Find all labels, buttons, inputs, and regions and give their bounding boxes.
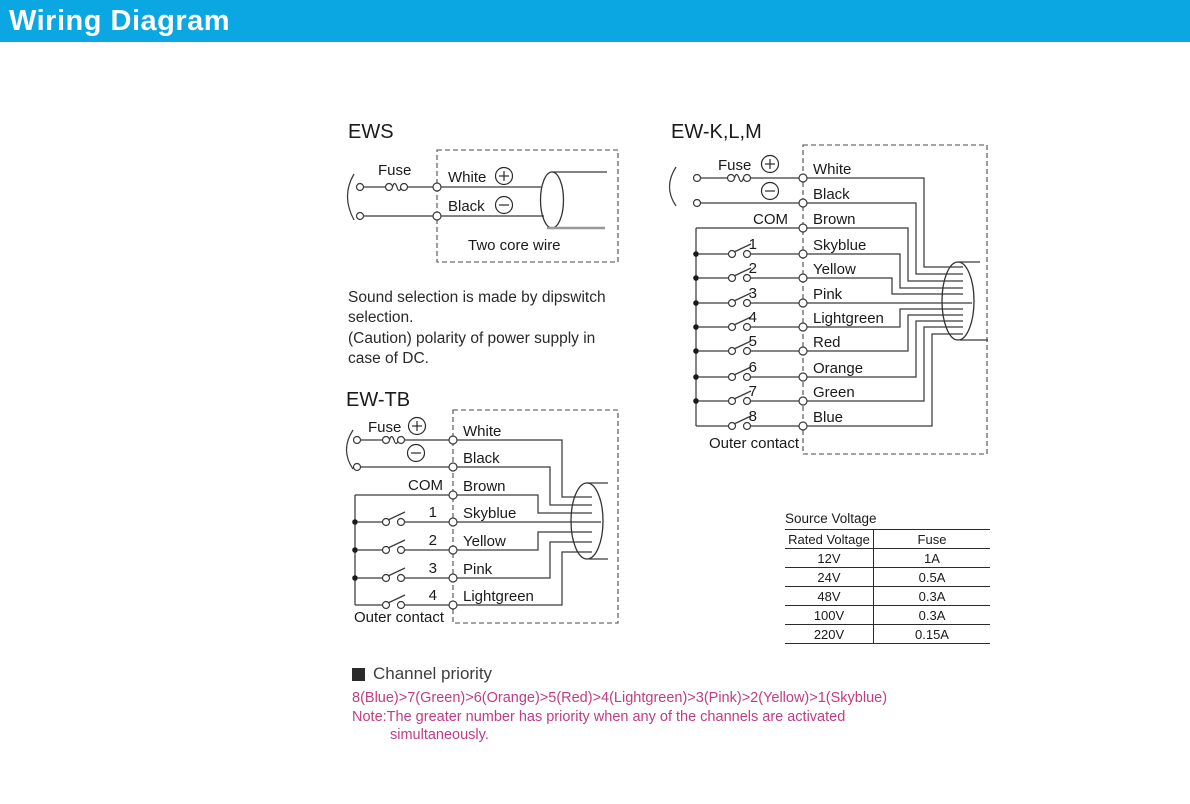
- channel-priority-section: [352, 664, 912, 745]
- ew-tb-fuse-circuit: [347, 418, 454, 471]
- ew-tb-fuse-label: Fuse: [368, 419, 402, 436]
- channel-number: 4: [428, 587, 437, 604]
- note-line: (Caution) polarity of power supply in: [348, 329, 596, 347]
- wire-color-label: Green: [813, 384, 855, 401]
- fuse-cell: 1A: [874, 549, 991, 568]
- fuse-cell: 0.3A: [874, 606, 991, 625]
- rated-voltage-cell: 48V: [785, 587, 874, 606]
- ew-klm-switch-row-3: [693, 285, 799, 307]
- channel-priority-heading-text: Channel priority: [373, 664, 493, 683]
- ew-klm-switch-row-6: [693, 359, 799, 381]
- ews-caption: Two core wire: [468, 237, 561, 254]
- ew-tb-switch-row-2: [352, 532, 449, 554]
- ew-klm-title: EW-K,L,M: [671, 121, 762, 143]
- ews-cable-bundle: [541, 172, 608, 228]
- page-title: Wiring Diagram: [9, 4, 231, 37]
- wire-color-label: Skyblue: [813, 237, 867, 254]
- square-bullet-icon: [352, 668, 365, 681]
- priority-note-line: simultaneously.: [390, 727, 489, 743]
- channel-number: 1: [428, 504, 437, 521]
- note-line: case of DC.: [348, 349, 429, 367]
- plus-terminal-icon: [409, 418, 426, 435]
- note-line: selection.: [348, 309, 414, 327]
- ew-tb-title: EW-TB: [346, 389, 411, 411]
- ews-wiring-diagram: [280, 112, 645, 267]
- ew-klm-wiring-diagram: [655, 110, 1020, 465]
- ew-klm-switch-row-8: [696, 408, 799, 430]
- ew-klm-switch-row-4: [693, 309, 799, 331]
- wire-color-label: Blue: [813, 409, 844, 426]
- page-header-banner: [0, 0, 1190, 42]
- channel-number: 6: [748, 359, 757, 376]
- rated-voltage-cell: 12V: [785, 549, 874, 568]
- ew-klm-switch-row-1: [693, 236, 799, 258]
- wire-color-label: Skyblue: [463, 505, 517, 522]
- channel-number: 3: [428, 560, 437, 577]
- channel-number: 7: [748, 383, 757, 400]
- minus-terminal-icon: [408, 445, 425, 462]
- plus-terminal-icon: [496, 168, 513, 185]
- table-row: [785, 606, 990, 625]
- table-row: [785, 587, 990, 606]
- ews-wire-white-label: White: [448, 169, 487, 186]
- ews-title: EWS: [348, 121, 394, 143]
- ew-tb-switch-row-3: [352, 560, 449, 582]
- wire-color-label: Pink: [813, 286, 843, 303]
- sound-selection-note: [348, 288, 648, 369]
- ew-klm-outer-contact-label: Outer contact: [708, 435, 799, 452]
- note-line: Sound selection is made by dipswitch: [348, 289, 606, 306]
- minus-terminal-icon: [762, 183, 779, 200]
- fuse-cell: 0.3A: [874, 587, 991, 606]
- ew-klm-fuse-label: Fuse: [718, 157, 752, 174]
- wire-color-label: Lightgreen: [463, 588, 534, 605]
- ews-wires: [433, 168, 544, 221]
- wire-color-label: Red: [813, 334, 841, 351]
- wire-color-label: Yellow: [463, 533, 506, 550]
- ews-wire-black-label: Black: [448, 198, 485, 215]
- channel-number: 2: [748, 260, 757, 277]
- wire-color-label: Black: [463, 450, 500, 467]
- rated-voltage-cell: 24V: [785, 568, 874, 587]
- priority-note-line: Note:The greater number has priority when any of the channels are activated: [352, 708, 846, 725]
- wire-color-label: Pink: [463, 561, 493, 578]
- source-voltage-title: Source Voltage: [785, 511, 877, 526]
- priority-order-line: 8(Blue)>7(Green)>6(Orange)>5(Red)>4(Lightgreen)>3(Pink)>2(Yellow)>1(Skyblue): [352, 690, 888, 706]
- ew-tb-switch-row-1: [352, 504, 449, 526]
- table-header-row: [785, 530, 990, 549]
- ew-klm-wire-labels: [813, 161, 884, 426]
- table-row: [785, 568, 990, 587]
- minus-terminal-icon: [496, 197, 513, 214]
- rated-voltage-cell: 100V: [785, 606, 874, 625]
- channel-number: 5: [748, 333, 757, 350]
- fuse-symbol-icon: [735, 175, 744, 182]
- ew-tb-com-label: COM: [408, 477, 443, 494]
- channel-number: 3: [748, 285, 757, 302]
- wire-color-label: Brown: [813, 211, 856, 228]
- wire-color-label: Black: [813, 186, 850, 203]
- source-voltage-table: [785, 529, 990, 644]
- wire-color-label: Brown: [463, 478, 506, 495]
- ew-klm-fuse-circuit: [670, 156, 804, 207]
- rated-voltage-cell: 220V: [785, 625, 874, 644]
- plus-terminal-icon: [762, 156, 779, 173]
- ew-tb-com-and-channels: [352, 477, 449, 609]
- wire-color-label: Lightgreen: [813, 310, 884, 327]
- channel-priority-heading: [352, 664, 912, 684]
- wire-color-label: White: [813, 161, 852, 178]
- wire-color-label: White: [463, 423, 502, 440]
- channel-number: 4: [748, 309, 757, 326]
- ew-klm-com-and-channels: [693, 211, 799, 430]
- ew-klm-com-label: COM: [753, 211, 788, 228]
- channel-number: 8: [748, 408, 757, 425]
- ew-tb-wiring-diagram: [280, 380, 645, 630]
- channel-number: 1: [748, 236, 757, 253]
- source-voltage-section: [785, 511, 990, 644]
- fuse-cell: 0.5A: [874, 568, 991, 587]
- ew-klm-switch-row-2: [693, 260, 799, 282]
- table-row: [785, 549, 990, 568]
- column-header: Fuse: [874, 530, 991, 549]
- table-row: [785, 625, 990, 644]
- ew-tb-outer-contact-label: Outer contact: [353, 609, 444, 626]
- ews-fuse-label: Fuse: [378, 162, 412, 179]
- cable-sheath-icon: [571, 483, 603, 559]
- ews-fuse-circuit: [348, 162, 438, 220]
- column-header: Rated Voltage: [785, 530, 874, 549]
- fuse-cell: 0.15A: [874, 625, 991, 644]
- wire-color-label: Orange: [813, 360, 864, 377]
- ew-klm-switch-row-5: [693, 333, 799, 355]
- wire-color-label: Yellow: [813, 261, 856, 278]
- ew-tb-switch-row-4: [355, 587, 449, 609]
- channel-number: 2: [428, 532, 437, 549]
- ew-klm-switch-row-7: [693, 383, 799, 405]
